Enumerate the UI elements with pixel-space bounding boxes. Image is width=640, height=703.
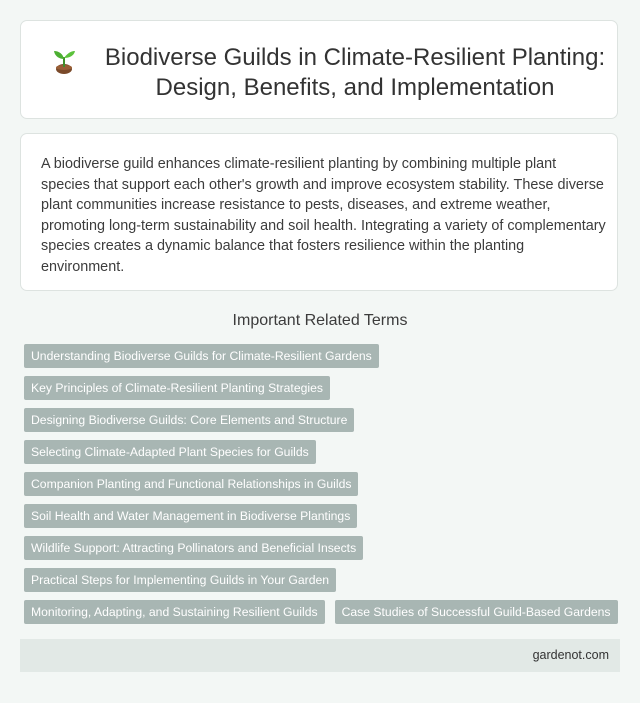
term-tag[interactable]: Practical Steps for Implementing Guilds in Your Garden (24, 568, 336, 592)
term-tag[interactable]: Soil Health and Water Management in Biodiverse Plantings (24, 504, 357, 528)
related-terms-heading: Important Related Terms (232, 312, 408, 329)
term-tag[interactable]: Understanding Biodiverse Guilds for Climate-Resilient Gardens (24, 344, 379, 368)
related-terms-list (24, 344, 620, 632)
intro-paragraph: A biodiverse guild enhances climate-resilient planting by combining multiple plant species that support each other's growth and improve ecosystem stability. These diverse plant communities increase resistance to pests, diseases, and extreme weather, promoting long-term sustainability and soil health. Integrating a variety of complementary species creates a dynamic balance that fosters resilience within the planting environment. (41, 156, 606, 275)
footer (20, 639, 620, 672)
title-row (51, 43, 611, 103)
term-tag[interactable]: Monitoring, Adapting, and Sustaining Resilient Guilds (24, 600, 325, 624)
term-row (24, 376, 620, 400)
term-row (24, 536, 620, 560)
term-row (24, 600, 620, 624)
sprout-icon (51, 46, 77, 74)
term-row (24, 568, 620, 592)
intro-card (20, 133, 618, 291)
term-row (24, 408, 620, 432)
footer-site-link[interactable]: gardenot.com (532, 648, 609, 662)
term-tag[interactable]: Case Studies of Successful Guild-Based Gardens (335, 600, 618, 624)
page-title: Biodiverse Guilds in Climate-Resilient Planting: Design, Benefits, and Implementation (104, 44, 606, 101)
term-tag[interactable]: Designing Biodiverse Guilds: Core Elements and Structure (24, 408, 354, 432)
term-tag[interactable]: Selecting Climate-Adapted Plant Species for Guilds (24, 440, 316, 464)
term-row (24, 504, 620, 528)
term-tag[interactable]: Wildlife Support: Attracting Pollinators and Beneficial Insects (24, 536, 363, 560)
term-tag[interactable]: Key Principles of Climate-Resilient Planting Strategies (24, 376, 330, 400)
term-tag[interactable]: Companion Planting and Functional Relationships in Guilds (24, 472, 358, 496)
term-row (24, 344, 620, 368)
term-row (24, 440, 620, 464)
header-card (20, 20, 618, 119)
term-row (24, 472, 620, 496)
